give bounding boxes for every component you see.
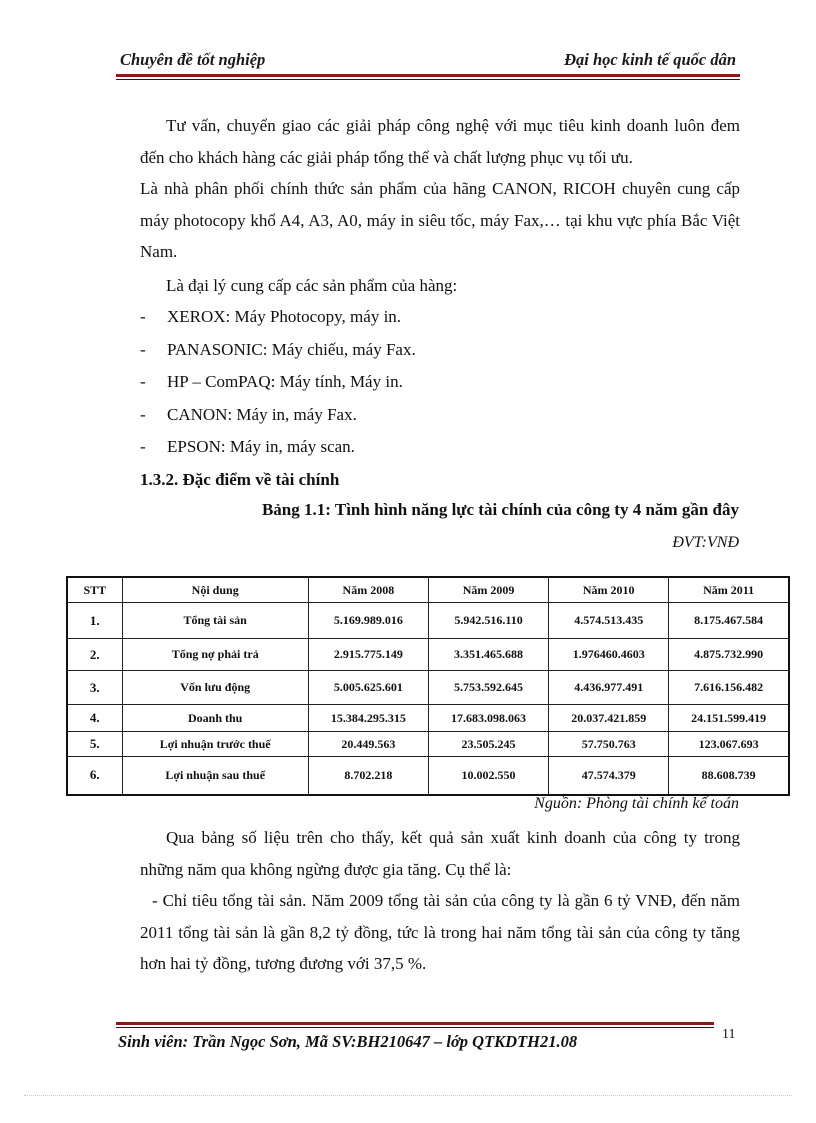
column-header: Năm 2011 xyxy=(669,577,789,603)
table-cell: Doanh thu xyxy=(122,705,308,732)
footer-rule-thin xyxy=(116,1027,714,1028)
table-cell: 17.683.098.063 xyxy=(428,705,548,732)
analysis-paragraph-2: - Chỉ tiêu tổng tài sản. Năm 2009 tổng tài sản của công ty là gần 6 tỷ VNĐ, đến năm 2011 tổng tài sản là gần 8,2 tỷ đồng, tức là trong hai năm tổng tài sản của công ty tăng hơn hai tỷ đồng, tương đương với 37,5 %. xyxy=(140,891,740,973)
table-cell: 23.505.245 xyxy=(428,732,548,757)
column-header: Nội dung xyxy=(122,577,308,603)
footer-student-info: Sinh viên: Trần Ngọc Sơn, Mã SV:BH210647 – lớp QTKDTH21.08 xyxy=(118,1032,578,1051)
page-header xyxy=(118,50,738,72)
table-row xyxy=(67,705,789,732)
table-cell: 1.976460.4603 xyxy=(549,639,669,671)
list-item: - PANASONIC: Máy chiếu, máy Fax. xyxy=(140,339,416,359)
table-cell: Tổng nợ phải trả xyxy=(122,639,308,671)
list-item: - EPSON: Máy in, máy scan. xyxy=(140,437,355,456)
table-cell: Lợi nhuận trước thuế xyxy=(122,732,308,757)
table-cell: 15.384.295.315 xyxy=(308,705,428,732)
intro-paragraph-1: Tư vấn, chuyển giao các giải pháp công nghệ với mục tiêu kinh doanh luôn đem đến cho khách hàng các giải pháp tổng thể và chất lượng phục vụ tối ưu. xyxy=(140,116,740,167)
footer-rule-thick xyxy=(116,1022,714,1025)
table-cell: 88.608.739 xyxy=(669,757,789,795)
table-cell: 3. xyxy=(67,671,122,705)
table-cell: 5.942.516.110 xyxy=(428,603,548,639)
unit-label: ĐVT:VNĐ xyxy=(672,534,739,551)
list-item: - XEROX: Máy Photocopy, máy in. xyxy=(140,307,402,326)
table-cell: 24.151.599.419 xyxy=(669,705,789,732)
table-cell: 57.750.763 xyxy=(549,732,669,757)
table-cell: 10.002.550 xyxy=(428,757,548,795)
table-cell: 20.449.563 xyxy=(308,732,428,757)
header-right-title: Đại học kinh tế quốc dân xyxy=(564,50,736,69)
column-header: Năm 2009 xyxy=(428,577,548,603)
table-cell: 1. xyxy=(67,603,122,639)
header-rule-thin xyxy=(116,79,740,80)
table-cell: 5.005.625.601 xyxy=(308,671,428,705)
intro-paragraph-2: Là nhà phân phối chính thức sản phẩm của hãng CANON, RICOH chuyên cung cấp máy photocopy khổ A4, A3, A0, máy in siêu tốc, máy Fax,… tại khu vực phía Bắc Việt Nam. xyxy=(140,179,740,261)
intro-section xyxy=(140,110,740,496)
column-header: Năm 2008 xyxy=(308,577,428,603)
table-source-note: Nguồn: Phòng tài chính kế toán xyxy=(534,795,739,812)
analysis-section xyxy=(140,822,740,980)
table-title: Bảng 1.1: Tình hình năng lực tài chính của công ty 4 năm gần đây xyxy=(261,500,739,519)
list-item: - HP – ComPAQ: Máy tính, Máy in. xyxy=(140,372,403,391)
table-cell: 4.875.732.990 xyxy=(669,639,789,671)
analysis-paragraph-1: Qua bảng số liệu trên cho thấy, kết quả sản xuất kinh doanh của công ty trong những năm qua không ngừng được gia tăng. Cụ thể là: xyxy=(140,828,740,879)
table-cell: 20.037.421.859 xyxy=(549,705,669,732)
table-cell: 4.574.513.435 xyxy=(549,603,669,639)
table-header-row xyxy=(67,577,789,603)
table-cell: 2.915.775.149 xyxy=(308,639,428,671)
table-cell: 5.169.989.016 xyxy=(308,603,428,639)
list-item: - CANON: Máy in, máy Fax. xyxy=(140,404,357,424)
section-heading: 1.3.2. Đặc điểm về tài chính xyxy=(140,469,340,489)
intro-paragraph-3: Là đại lý cung cấp các sản phẩm của hàng: xyxy=(166,275,458,295)
header-rule-thick xyxy=(116,74,740,77)
page-number: 11 xyxy=(722,1027,736,1042)
table-cell: 4.436.977.491 xyxy=(549,671,669,705)
table-cell: 6. xyxy=(67,757,122,795)
table-cell: Tổng tài sản xyxy=(122,603,308,639)
table-cell: 2. xyxy=(67,639,122,671)
table-cell: 7.616.156.482 xyxy=(669,671,789,705)
table-cell: 5. xyxy=(67,732,122,757)
table-cell: Lợi nhuận sau thuế xyxy=(122,757,308,795)
column-header: STT xyxy=(67,577,122,603)
table-cell: 47.574.379 xyxy=(549,757,669,795)
column-header: Năm 2010 xyxy=(549,577,669,603)
table-cell: 8.175.467.584 xyxy=(669,603,789,639)
table-row xyxy=(67,639,789,671)
table-cell: 123.067.693 xyxy=(669,732,789,757)
table-cell: Vốn lưu động xyxy=(122,671,308,705)
table-cell: 8.702.218 xyxy=(308,757,428,795)
financial-table xyxy=(66,576,790,796)
table-row xyxy=(67,671,789,705)
table-row xyxy=(67,757,789,795)
page-bottom-border xyxy=(24,1095,792,1096)
table-row xyxy=(67,603,789,639)
table-cell: 5.753.592.645 xyxy=(428,671,548,705)
table-cell: 4. xyxy=(67,705,122,732)
table-row xyxy=(67,732,789,757)
header-left-title: Chuyên đề tốt nghiệp xyxy=(120,50,266,69)
product-list xyxy=(140,301,740,464)
table-cell: 3.351.465.688 xyxy=(428,639,548,671)
